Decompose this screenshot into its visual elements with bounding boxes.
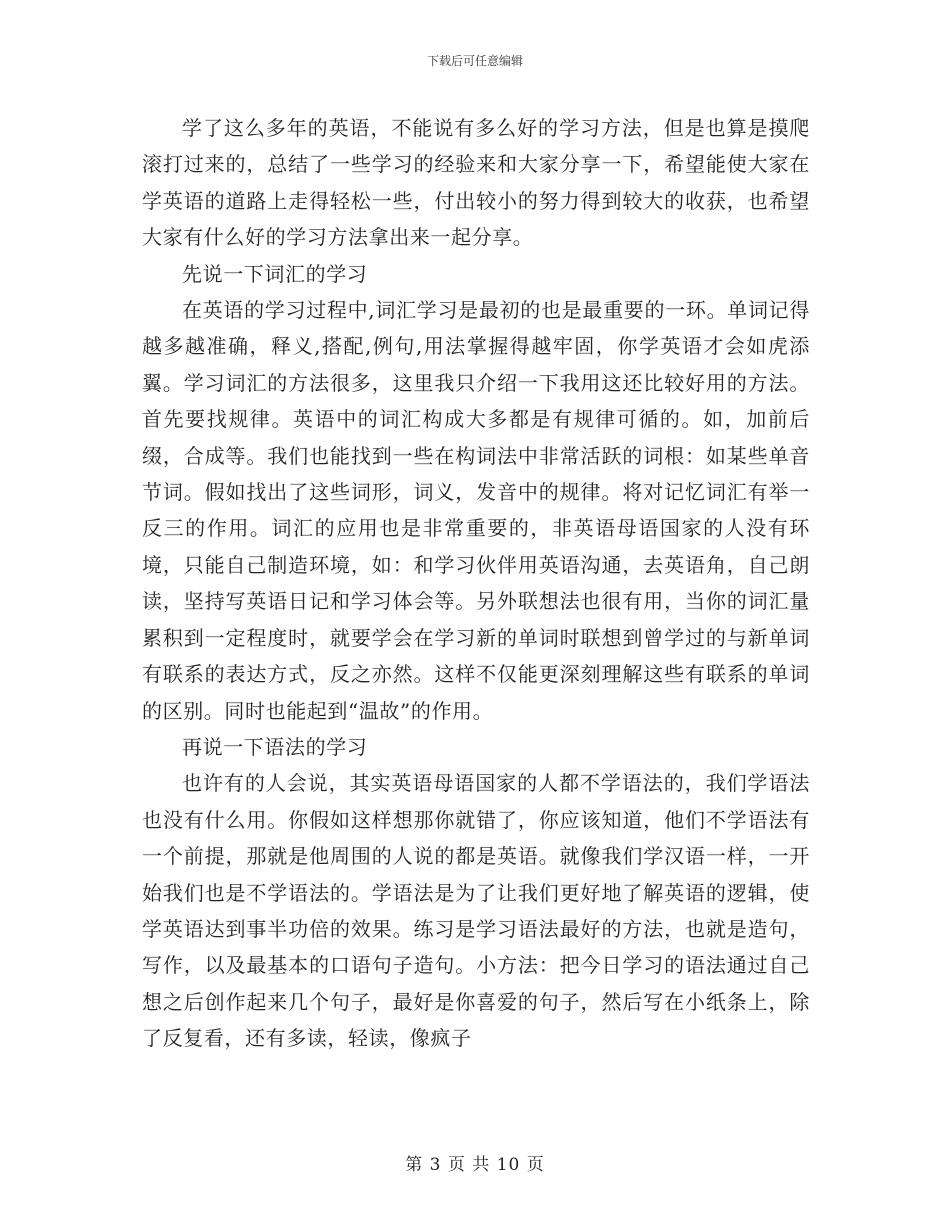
page-number: 第 3 页 共 10 页 xyxy=(405,1155,545,1175)
page-header: 下载后可任意编辑 xyxy=(426,54,523,68)
document-body xyxy=(142,110,810,1057)
intro-paragraph: 学了这么多年的英语，不能说有多么好的学习方法，但是也算是摸爬滚打过来的，总结了一些学习的经验来和大家分享一下，希望能使大家在学英语的道路上走得轻松一些，付出较小的努力得到较大的收获，也希望大家有什么好的学习方法拿出来一起分享。 xyxy=(142,116,810,250)
grammar-paragraph: 也许有的人会说，其实英语母语国家的人都不学语法的，我们学语法也没有什么用。你假如这样想那你就错了，你应该知道，他们不学语法有一个前提，那就是他周围的人说的都是英语。就像我们学汉语一样，一开始我们也是不学语法的。学语法是为了让我们更好地了解英语的逻辑，使学英语达到事半功倍的效果。练习是学习语法最好的方法，也就是造句，写作，以及最基本的口语句子造句。小方法：把今日学习的语法通过自己想之后创作起来几个句子，最好是你喜爱的句子，然后写在小纸条上，除了反复看，还有多读，轻读，像疯子 xyxy=(142,771,810,1051)
vocabulary-paragraph: 在英语的学习过程中,词汇学习是最初的也是最重要的一环。单词记得越多越准确，释义,搭配,例句,用法掌握得越牢固，你学英语才会如虎添翼。学习词汇的方法很多，这里我只介绍一下我用这还比较好用的方法。首先要找规律。英语中的词汇构成大多都是有规律可循的。如，加前后缀，合成等。我们也能找到一些在构词法中非常活跃的词根：如某些单音节词。假如找出了这些词形，词义，发音中的规律。将对记忆词汇有举一反三的作用。词汇的应用也是非常重要的，非英语母语国家的人没有环境，只能自己制造环境，如：和学习伙伴用英语沟通，去英语角，自己朗读，坚持写英语日记和学习体会等。另外联想法也很有用，当你的词汇量累积到一定程度时，就要学会在学习新的单词时联想到曾学过的与新单词有联系的表达方式，反之亦然。这样不仅能更深刻理解这些有联系的单词的区别。同时也能起到“温故”的作用。 xyxy=(142,298,810,723)
section-heading-grammar: 再说一下语法的学习 xyxy=(182,734,368,759)
section-heading-vocabulary: 先说一下词汇的学习 xyxy=(182,261,368,286)
